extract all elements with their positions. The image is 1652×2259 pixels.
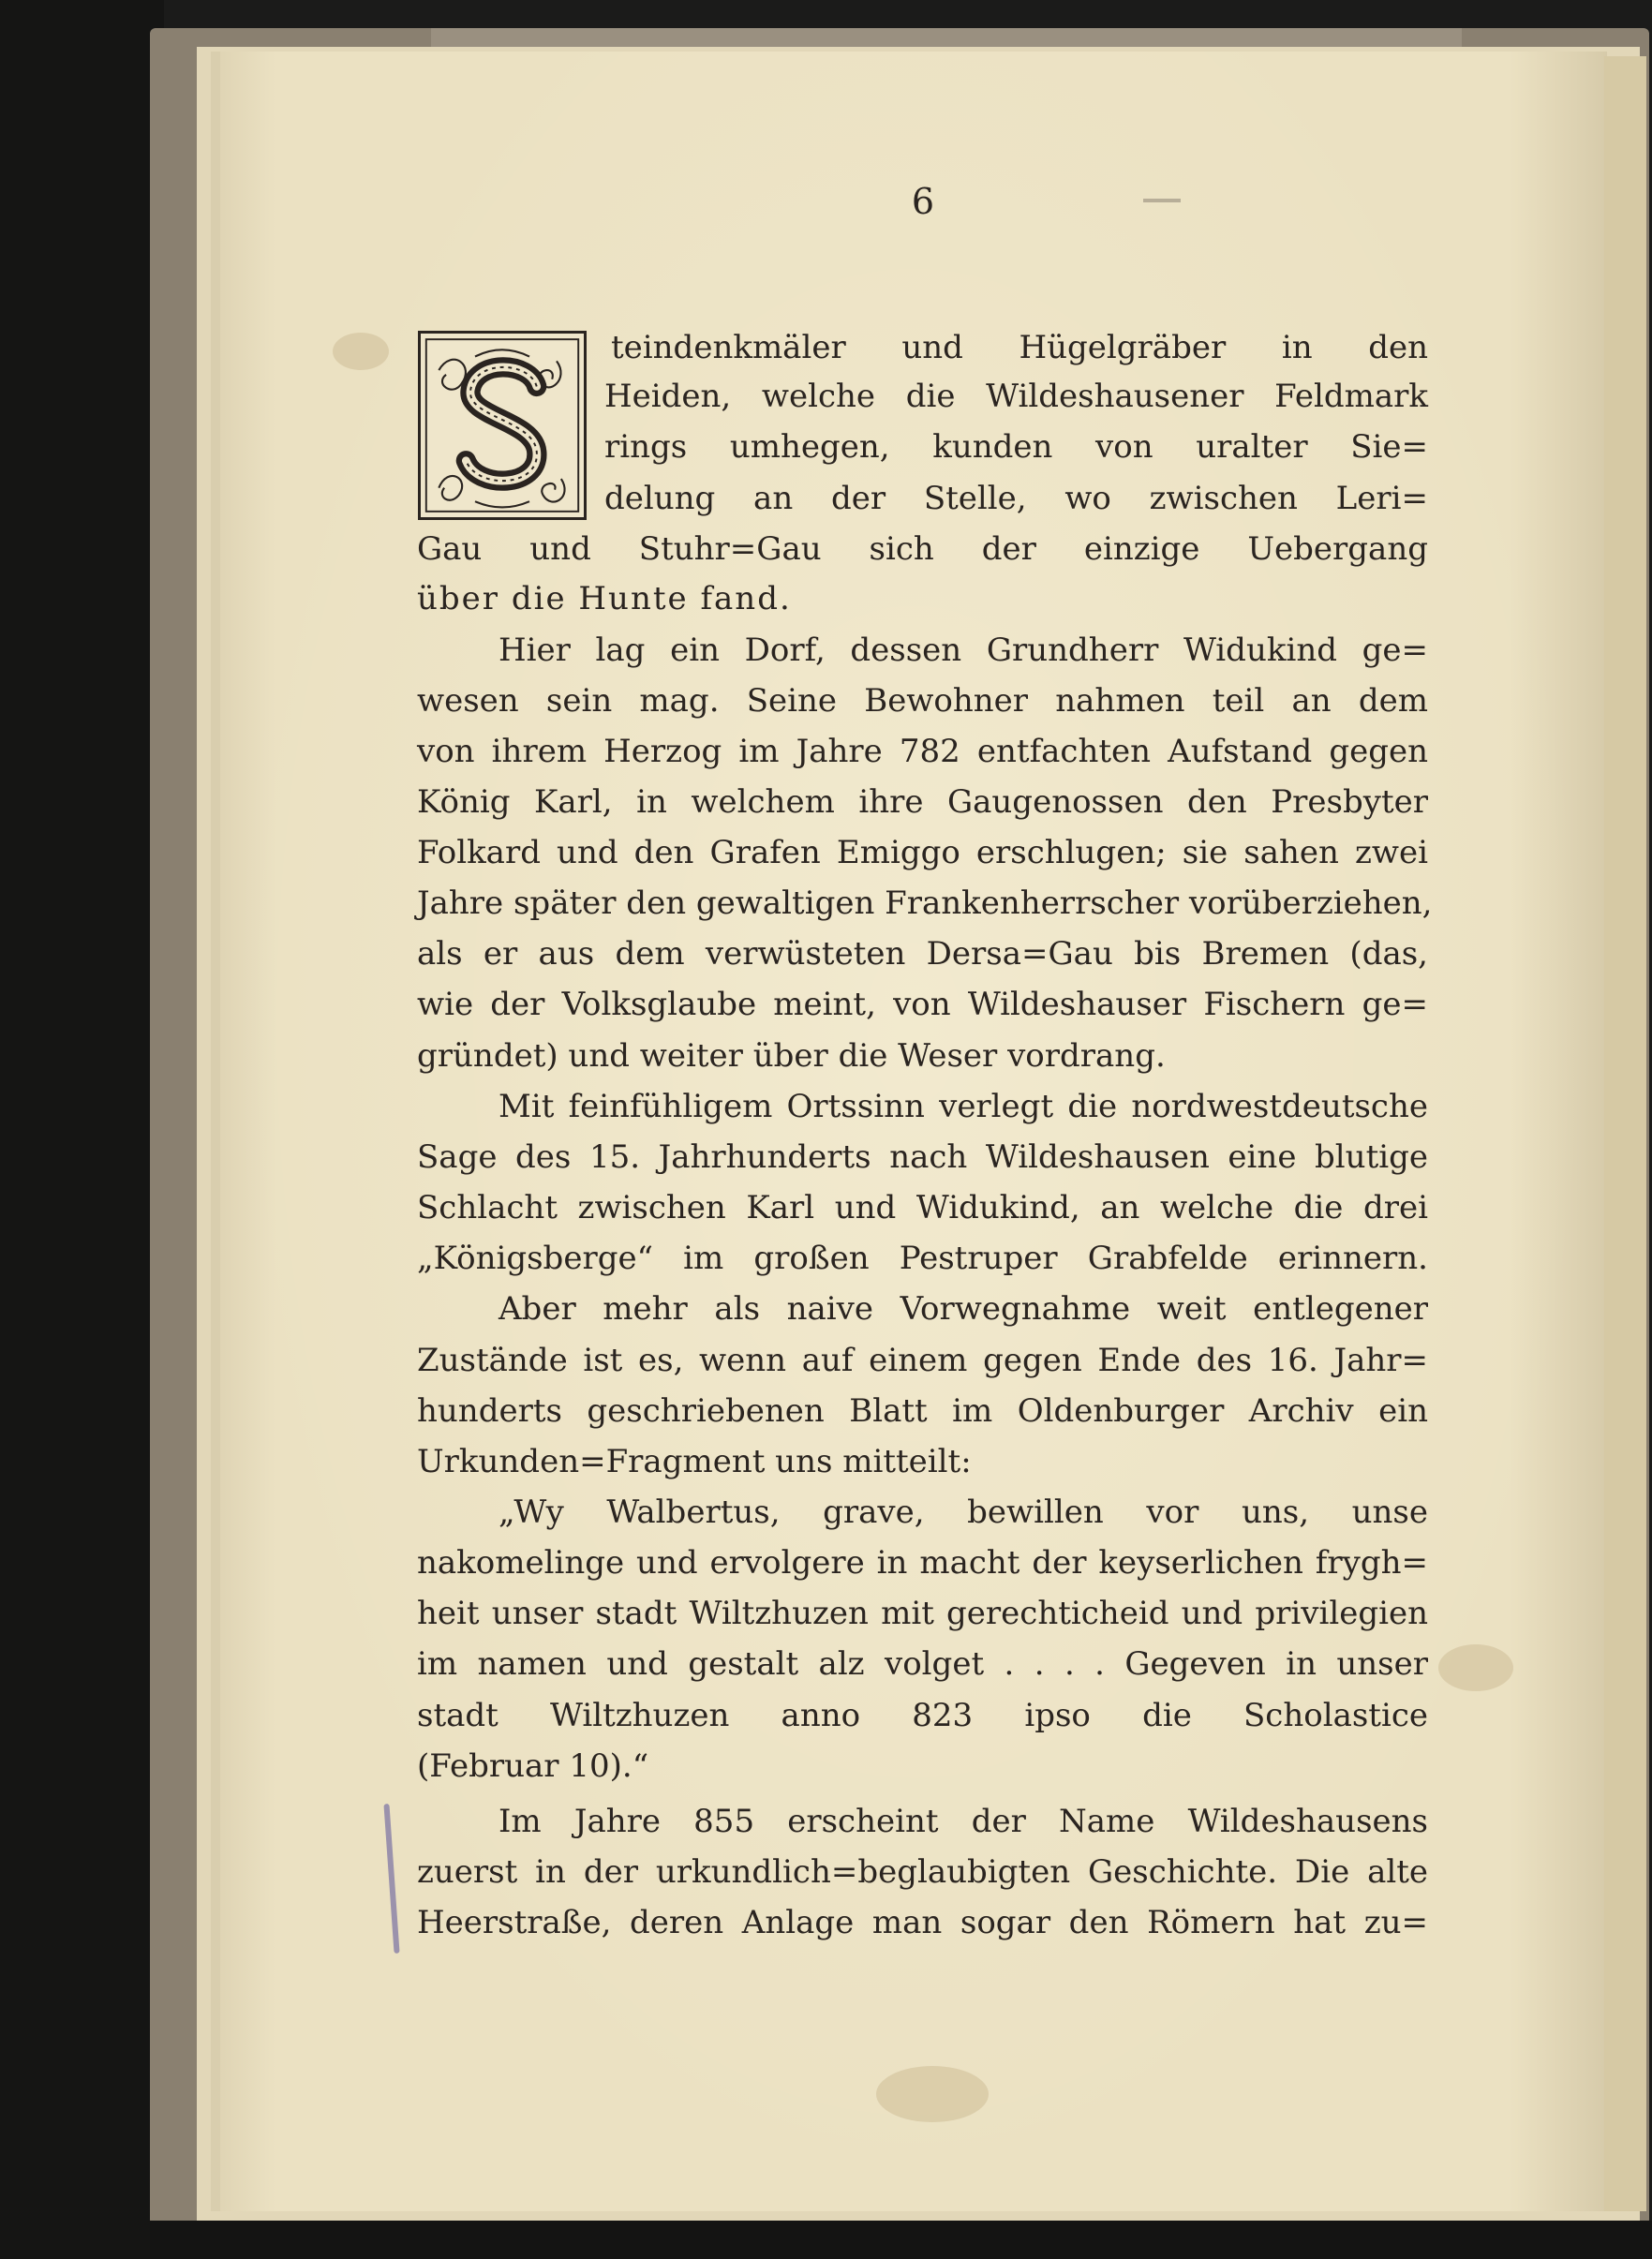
text-line: von ihrem Herzog im Jahre 782 entfachten Aufstand gegen bbox=[417, 733, 1428, 770]
text-line: „Königsberge“ im großen Pestruper Grabfelde erinnern. bbox=[417, 1240, 1428, 1277]
text-line: hunderts geschriebenen Blatt im Oldenburger Archiv ein bbox=[417, 1392, 1428, 1430]
text-line: Heerstraße, deren Anlage man sogar den Römern hat zu= bbox=[417, 1904, 1428, 1941]
text-line: heit unser stadt Wiltzhuzen mit gerechticheid und privilegien bbox=[417, 1595, 1428, 1632]
text-line: Sage des 15. Jahrhunderts nach Wildeshausen eine blutige bbox=[417, 1138, 1428, 1176]
text-line: Aber mehr als naive Vorwegnahme weit entlegener bbox=[499, 1290, 1428, 1328]
cover-edge bbox=[431, 28, 1462, 49]
text-line: Schlacht zwischen Karl und Widukind, an welche die drei bbox=[417, 1189, 1428, 1226]
page-number: 6 bbox=[911, 181, 935, 222]
text-line: über die Hunte fand. bbox=[417, 580, 792, 617]
text-line: Jahre später den gewaltigen Frankenherrscher vorüberziehen, bbox=[417, 884, 1433, 922]
text-line: Mit feinfühligem Ortssinn verlegt die nordwestdeutsche bbox=[499, 1088, 1428, 1125]
text-line: „Wy Walbertus, grave, bewillen vor uns, unse bbox=[499, 1494, 1428, 1531]
text-line: wesen sein mag. Seine Bewohner nahmen teil an dem bbox=[417, 682, 1428, 720]
text-line: gründet) und weiter über die Weser vordrang. bbox=[417, 1037, 1166, 1075]
text-line: zuerst in der urkundlich=beglaubigten Geschichte. Die alte bbox=[417, 1853, 1428, 1891]
text-line: Gau und Stuhr=Gau sich der einzige Uebergang bbox=[417, 530, 1428, 568]
scan-background-bottom bbox=[150, 2221, 1652, 2259]
text-line: im namen und gestalt alz volget . . . . Gegeven in unser bbox=[417, 1645, 1428, 1683]
text-line: Zustände ist es, wenn auf einem gegen Ende des 16. Jahr= bbox=[417, 1342, 1428, 1379]
text-line: Folkard und den Grafen Emiggo erschlugen; sie sahen zwei bbox=[417, 834, 1428, 871]
text-line: nakomelinge und ervolgere in macht der keyserlichen frygh= bbox=[417, 1544, 1428, 1582]
ornamental-initial-s-icon bbox=[418, 331, 587, 520]
text-line: stadt Wiltzhuzen anno 823 ipso die Scholastice bbox=[417, 1697, 1428, 1734]
text-line: Urkunden=Fragment uns mitteilt: bbox=[417, 1443, 972, 1480]
text-line: rings umhegen, kunden von uralter Sie= bbox=[604, 428, 1428, 466]
foxing-spot bbox=[876, 2066, 989, 2122]
ink-smudge bbox=[1143, 199, 1181, 202]
text-line: König Karl, in welchem ihre Gaugenossen den Presbyter bbox=[417, 783, 1428, 821]
text-line: als er aus dem verwüsteten Dersa=Gau bis Bremen (das, bbox=[417, 935, 1428, 973]
page-edge-right bbox=[1604, 56, 1646, 2211]
foxing-spot bbox=[333, 333, 389, 370]
foxing-spot bbox=[1438, 1644, 1513, 1691]
scan-background bbox=[0, 0, 164, 2259]
text-line: Hier lag ein Dorf, dessen Grundherr Widukind ge= bbox=[499, 632, 1428, 669]
text-line: wie der Volksglaube meint, von Wildeshauser Fischern ge= bbox=[417, 986, 1428, 1023]
text-line: (Februar 10).“ bbox=[417, 1747, 649, 1785]
text-line: Im Jahre 855 erscheint der Name Wildeshausens bbox=[499, 1803, 1428, 1840]
text-line: teindenkmäler und Hügelgräber in den bbox=[611, 329, 1428, 366]
text-line: Heiden, welche die Wildeshausener Feldmark bbox=[604, 378, 1428, 415]
text-line: delung an der Stelle, wo zwischen Leri= bbox=[604, 480, 1428, 517]
